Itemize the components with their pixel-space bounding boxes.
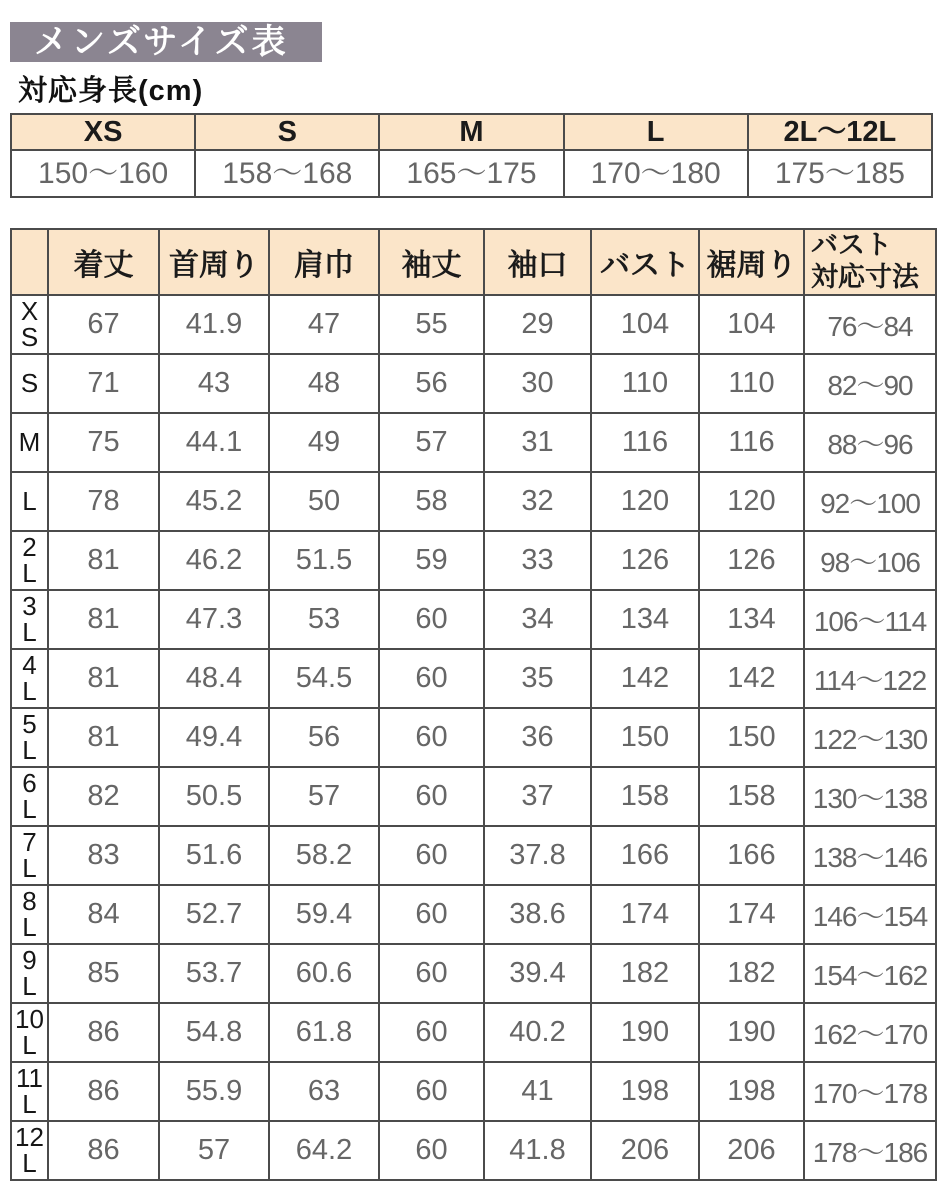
size-table [10, 228, 937, 1181]
size-row-label-line: L [22, 793, 37, 824]
size-row-label-line: L [22, 675, 37, 706]
measurement-cell: 51.6 [159, 826, 269, 885]
measurement-cell: 134 [591, 590, 699, 649]
height-table-value-row [11, 150, 932, 197]
measurement-cell: 190 [591, 1003, 699, 1062]
measurement-cell: 37.8 [484, 826, 591, 885]
measurement-cell: 60 [379, 767, 484, 826]
measurement-cell: 82 [48, 767, 159, 826]
size-row-label-line: L [22, 852, 37, 883]
measurement-cell: 182 [699, 944, 804, 1003]
size-row-label [11, 649, 48, 708]
measurement-cell: 81 [48, 531, 159, 590]
measurement-cell: 60 [379, 885, 484, 944]
bust-range-cell: 178〜186 [804, 1121, 936, 1180]
measurement-cell: 158 [591, 767, 699, 826]
size-row-label-line: L [22, 1088, 37, 1119]
bust-range-cell: 170〜178 [804, 1062, 936, 1121]
height-col-header: S [195, 114, 379, 150]
bust-range-cell: 138〜146 [804, 826, 936, 885]
measurement-cell: 104 [591, 295, 699, 354]
measurement-cell: 60 [379, 826, 484, 885]
measurement-cell: 47.3 [159, 590, 269, 649]
measurement-cell: 51.5 [269, 531, 379, 590]
measurement-cell: 41.9 [159, 295, 269, 354]
measurement-cell: 110 [699, 354, 804, 413]
size-table-row [11, 708, 936, 767]
height-col-header: M [379, 114, 563, 150]
size-col-header-bust-range [804, 229, 936, 295]
measurement-cell: 81 [48, 708, 159, 767]
measurement-cell: 57 [379, 413, 484, 472]
size-table-row [11, 354, 936, 413]
measurement-cell: 81 [48, 590, 159, 649]
measurement-cell: 116 [591, 413, 699, 472]
size-col-header: 着丈 [48, 229, 159, 295]
bust-range-cell: 162〜170 [804, 1003, 936, 1062]
measurement-cell: 142 [699, 649, 804, 708]
measurement-cell: 57 [159, 1121, 269, 1180]
size-row-label-line: L [22, 616, 37, 647]
measurement-cell: 198 [591, 1062, 699, 1121]
measurement-cell: 40.2 [484, 1003, 591, 1062]
measurement-cell: 41.8 [484, 1121, 591, 1180]
measurement-cell: 158 [699, 767, 804, 826]
size-row-label [11, 590, 48, 649]
measurement-cell: 29 [484, 295, 591, 354]
measurement-cell: 126 [699, 531, 804, 590]
measurement-cell: 45.2 [159, 472, 269, 531]
measurement-cell: 54.5 [269, 649, 379, 708]
bust-range-header-line: 対応寸法 [811, 262, 919, 292]
size-table-row [11, 472, 936, 531]
height-col-header: 2L〜12L [748, 114, 932, 150]
measurement-cell: 52.7 [159, 885, 269, 944]
page-title: メンズサイズ表 [10, 22, 322, 62]
size-row-label [11, 826, 48, 885]
bust-range-cell: 154〜162 [804, 944, 936, 1003]
height-range-cell: 175〜185 [748, 150, 932, 197]
size-row-label-line: S [20, 321, 39, 352]
measurement-cell: 50.5 [159, 767, 269, 826]
size-row-label-line: 8 [22, 886, 37, 917]
bust-range-cell: 130〜138 [804, 767, 936, 826]
measurement-cell: 166 [699, 826, 804, 885]
size-col-header: 肩巾 [269, 229, 379, 295]
measurement-cell: 56 [269, 708, 379, 767]
measurement-cell: 53 [269, 590, 379, 649]
height-table [10, 113, 933, 198]
size-row-label [11, 295, 48, 354]
measurement-cell: 198 [699, 1062, 804, 1121]
measurement-cell: 75 [48, 413, 159, 472]
bust-range-cell: 82〜90 [804, 354, 936, 413]
measurement-cell: 57 [269, 767, 379, 826]
height-section-label: 対応身長(cm) [18, 75, 204, 107]
bust-range-cell: 92〜100 [804, 472, 936, 531]
size-table-row [11, 826, 936, 885]
measurement-cell: 150 [591, 708, 699, 767]
measurement-cell: 81 [48, 649, 159, 708]
measurement-cell: 174 [699, 885, 804, 944]
size-row-label-line: L [22, 911, 37, 942]
bust-range-cell: 76〜84 [804, 295, 936, 354]
size-row-label-line: 10 [15, 1004, 44, 1035]
measurement-cell: 63 [269, 1062, 379, 1121]
size-row-label-line: 6 [22, 768, 37, 799]
measurement-cell: 150 [699, 708, 804, 767]
size-col-header: 袖口 [484, 229, 591, 295]
measurement-cell: 49.4 [159, 708, 269, 767]
size-row-label [11, 413, 48, 472]
height-range-cell: 150〜160 [11, 150, 195, 197]
size-row-label [11, 531, 48, 590]
size-table-row [11, 944, 936, 1003]
size-table-row [11, 590, 936, 649]
size-row-label [11, 885, 48, 944]
bust-range-cell: 88〜96 [804, 413, 936, 472]
size-row-label [11, 708, 48, 767]
size-row-label-line: X [20, 296, 39, 327]
measurement-cell: 47 [269, 295, 379, 354]
bust-range-cell: 146〜154 [804, 885, 936, 944]
measurement-cell: 126 [591, 531, 699, 590]
size-row-label [11, 472, 48, 531]
bust-range-header-line: バスト [811, 230, 892, 261]
measurement-cell: 36 [484, 708, 591, 767]
height-table-header-row [11, 114, 932, 150]
size-row-label [11, 767, 48, 826]
size-row-label [11, 1062, 48, 1121]
measurement-cell: 174 [591, 885, 699, 944]
measurement-cell: 60 [379, 649, 484, 708]
height-range-cell: 170〜180 [564, 150, 748, 197]
height-col-header: L [564, 114, 748, 150]
measurement-cell: 58.2 [269, 826, 379, 885]
measurement-cell: 166 [591, 826, 699, 885]
measurement-cell: 34 [484, 590, 591, 649]
measurement-cell: 33 [484, 531, 591, 590]
size-row-label-line: M [18, 426, 41, 457]
measurement-cell: 116 [699, 413, 804, 472]
measurement-cell: 32 [484, 472, 591, 531]
measurement-cell: 59.4 [269, 885, 379, 944]
measurement-cell: 30 [484, 354, 591, 413]
height-range-cell: 165〜175 [379, 150, 563, 197]
size-table-row [11, 295, 936, 354]
size-table-row [11, 413, 936, 472]
height-range-cell: 158〜168 [195, 150, 379, 197]
measurement-cell: 85 [48, 944, 159, 1003]
measurement-cell: 84 [48, 885, 159, 944]
size-row-label-line: 9 [22, 945, 37, 976]
measurement-cell: 41 [484, 1062, 591, 1121]
measurement-cell: 39.4 [484, 944, 591, 1003]
size-row-label [11, 944, 48, 1003]
measurement-cell: 78 [48, 472, 159, 531]
measurement-cell: 38.6 [484, 885, 591, 944]
measurement-cell: 60 [379, 590, 484, 649]
bust-range-cell: 122〜130 [804, 708, 936, 767]
size-table-row [11, 531, 936, 590]
measurement-cell: 46.2 [159, 531, 269, 590]
size-row-label-line: L [22, 734, 37, 765]
measurement-cell: 48.4 [159, 649, 269, 708]
measurement-cell: 43 [159, 354, 269, 413]
measurement-cell: 61.8 [269, 1003, 379, 1062]
measurement-cell: 64.2 [269, 1121, 379, 1180]
size-row-label [11, 354, 48, 413]
size-row-label-line: 12 [15, 1122, 44, 1153]
size-table-row [11, 649, 936, 708]
measurement-cell: 60 [379, 1062, 484, 1121]
measurement-cell: 35 [484, 649, 591, 708]
measurement-cell: 60 [379, 1121, 484, 1180]
measurement-cell: 206 [591, 1121, 699, 1180]
size-table-header-row [11, 229, 936, 295]
size-row-label-line: L [22, 485, 37, 516]
size-table-row [11, 1062, 936, 1121]
bust-range-cell: 106〜114 [804, 590, 936, 649]
measurement-cell: 83 [48, 826, 159, 885]
measurement-cell: 31 [484, 413, 591, 472]
size-row-label-line: 11 [16, 1063, 43, 1094]
measurement-cell: 86 [48, 1121, 159, 1180]
size-col-header: 袖丈 [379, 229, 484, 295]
size-table-row [11, 1121, 936, 1180]
size-row-label [11, 1003, 48, 1062]
measurement-cell: 58 [379, 472, 484, 531]
size-row-label [11, 1121, 48, 1180]
height-col-header: XS [11, 114, 195, 150]
measurement-cell: 55 [379, 295, 484, 354]
measurement-cell: 49 [269, 413, 379, 472]
bust-range-cell: 114〜122 [804, 649, 936, 708]
size-row-label-line: S [20, 367, 39, 398]
measurement-cell: 182 [591, 944, 699, 1003]
size-col-header: 裾周り [699, 229, 804, 295]
size-row-label-line: L [22, 1029, 37, 1060]
measurement-cell: 44.1 [159, 413, 269, 472]
size-row-label-line: 3 [22, 591, 37, 622]
size-col-header: バスト [591, 229, 699, 295]
measurement-cell: 142 [591, 649, 699, 708]
size-row-label-line: L [22, 970, 37, 1001]
size-table-row [11, 1003, 936, 1062]
measurement-cell: 206 [699, 1121, 804, 1180]
measurement-cell: 55.9 [159, 1062, 269, 1121]
measurement-cell: 37 [484, 767, 591, 826]
measurement-cell: 190 [699, 1003, 804, 1062]
size-row-label-line: 2 [22, 532, 37, 563]
measurement-cell: 60 [379, 708, 484, 767]
size-row-label-line: L [22, 557, 37, 588]
measurement-cell: 59 [379, 531, 484, 590]
measurement-cell: 60.6 [269, 944, 379, 1003]
size-row-label-line: 4 [22, 650, 37, 681]
measurement-cell: 48 [269, 354, 379, 413]
measurement-cell: 134 [699, 590, 804, 649]
measurement-cell: 50 [269, 472, 379, 531]
size-col-header: 首周り [159, 229, 269, 295]
size-row-label-line: L [22, 1147, 37, 1178]
measurement-cell: 120 [699, 472, 804, 531]
measurement-cell: 86 [48, 1062, 159, 1121]
measurement-cell: 53.7 [159, 944, 269, 1003]
measurement-cell: 67 [48, 295, 159, 354]
measurement-cell: 71 [48, 354, 159, 413]
measurement-cell: 120 [591, 472, 699, 531]
size-row-label-line: 5 [22, 709, 37, 740]
measurement-cell: 110 [591, 354, 699, 413]
measurement-cell: 56 [379, 354, 484, 413]
size-table-row [11, 885, 936, 944]
measurement-cell: 54.8 [159, 1003, 269, 1062]
size-table-row [11, 767, 936, 826]
measurement-cell: 104 [699, 295, 804, 354]
measurement-cell: 60 [379, 944, 484, 1003]
measurement-cell: 60 [379, 1003, 484, 1062]
size-row-label-line: 7 [22, 827, 37, 858]
measurement-cell: 86 [48, 1003, 159, 1062]
bust-range-cell: 98〜106 [804, 531, 936, 590]
size-table-corner-cell [11, 229, 48, 295]
